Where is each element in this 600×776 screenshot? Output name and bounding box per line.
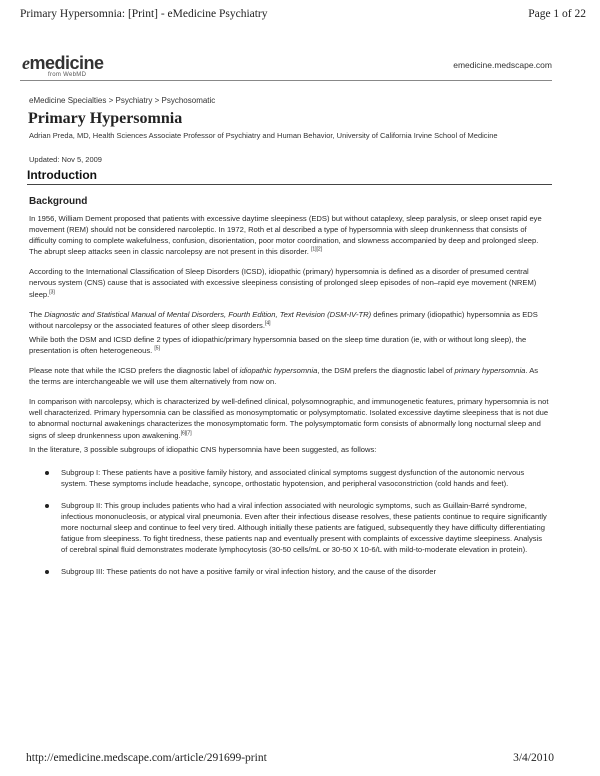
subsection-heading-background: Background (29, 196, 88, 207)
paragraph-3-pre: The (29, 309, 45, 319)
subgroup-list (29, 467, 549, 578)
list-item: Subgroup II: This group includes patients who had a viral infection associated with neurologic symptoms, such as Guillain-Barré syndrome, infectious mononucleosis, or atypical viral pneumonia. Even after their infectious disease resolves, these patients continue to require significantly more nocturnal sleep and continue to feel very tired. Although initially these patients are fatigued, subsequently they have difficulty differentiating fatigue from sleepiness. To fight tiredness, these patients nap and eventually present with complaints of excessive daytime sleepiness. Analysis of cerebral spinal fluid demonstrates moderate lymphocytosis (30-50 cells/mL or 30-50 X 10-6/L with mild-to-moderate elevation in protein). (51, 500, 549, 555)
paragraph-1 (29, 213, 549, 257)
banner-divider (20, 80, 552, 81)
paragraph-2 (29, 266, 549, 299)
logo-medicine-word: medicine (29, 53, 104, 73)
author-line: Adrian Preda, MD, Health Sciences Associate Professor of Psychiatry and Human Behavior, University of California Irvine School of Medicine (29, 131, 498, 140)
term-idiopathic-hypersomnia: idiopathic hypersomnia (239, 366, 318, 376)
list-item: Subgroup I: These patients have a positive family history, and associated clinical symptoms suggest dysfunction of the autonomic nervous system. These symptoms include headache, syncope, orthostatic hypotension, and peripheral vasoconstriction (cold hands and feet). (51, 467, 549, 489)
citation-5[interactable]: [5] (154, 345, 160, 352)
citation-4[interactable]: [4] (264, 320, 271, 327)
emedicine-logo[interactable] (22, 53, 104, 74)
footer-date: 3/4/2010 (513, 752, 554, 764)
site-url[interactable]: emedicine.medscape.com (453, 60, 552, 70)
paragraph-3 (29, 309, 549, 331)
paragraph-3-post: defines primary (idiopathic) hypersomnia as EDS without narcolepsy or the associated features of other sleep disorders. (29, 309, 538, 330)
article-body (29, 213, 549, 588)
list-item: Subgroup III: These patients do not have a positive family or viral infection history, and the cause of the disorder (51, 566, 549, 577)
page-number: Page 1 of 22 (528, 8, 586, 20)
print-header-title: Primary Hypersomnia: [Print] - eMedicine Psychiatry (20, 8, 268, 20)
section-divider (27, 184, 552, 185)
updated-date: Updated: Nov 5, 2009 (29, 155, 102, 164)
citation-7[interactable]: [7] (186, 429, 192, 436)
citation-1[interactable]: [1] (310, 246, 317, 253)
paragraph-4-text: While both the DSM and ICSD define 2 types of idiopathic/primary hypersomnia based on the sleep time duration (ie, with or without long sleep), the presentation is often heterogeneous. (29, 334, 527, 355)
citation-2[interactable]: [2] (316, 246, 323, 253)
breadcrumb[interactable]: eMedicine Specialties > Psychiatry > Psychosomatic (29, 96, 216, 105)
site-banner (22, 50, 552, 82)
paragraph-5-pre: Please note that while the ICSD prefers the diagnostic label of (29, 366, 240, 376)
term-primary-hypersomnia: primary hypersomnia (454, 366, 526, 376)
citation-3[interactable]: [3] (49, 289, 55, 296)
logo-e-letter: e (22, 53, 30, 73)
print-header (20, 8, 586, 20)
paragraph-5 (29, 365, 549, 387)
page-title: Primary Hypersomnia (28, 110, 183, 127)
print-footer (26, 752, 554, 764)
footer-url[interactable]: http://emedicine.medscape.com/article/291699-print (26, 752, 267, 764)
paragraph-4 (29, 334, 549, 356)
paragraph-1-text: In 1956, William Dement proposed that patients with excessive daytime sleepiness (EDS) but without cataplexy, sleep paralysis, or sleep onset rapid eye movement (REM) should not be considered narcoleptic. In 1972, Roth et al described a type of hypersomnia with sleep drunkenness that consists of difficulty coming to complete wakefulness, confusion, disorientation, poor motor coordination, and slowness accompanied by deep and prolonged sleep. The abrupt sleep attacks seen in classic narcolepsy are not present in this disorder. (29, 214, 542, 257)
paragraph-6-text: In comparison with narcolepsy, which is characterized by well-defined clinical, polysomnographic, and immunogenetic features, primary hypersomnia is not well characterized. Primary hypersomnia can be classified as monosymptomatic or polysymptomatic. Isolated excessive daytime sleepiness that is not due to abnormal nocturnal awakenings characterizes the monosymptomatic form. The polysymptomatic form consists of abnormally long nocturnal sleep and signs of sleep drunkenness upon awakening. (29, 397, 549, 440)
paragraph-2-text: According to the International Classification of Sleep Disorders (ICSD), idiopathic (primary) hypersomnia is defined as a disorder of presumed central nervous system (CNS) cause that is associated with excessive sleepiness consisting of prolonged sleep episodes of non–rapid eye movement (NREM) sleep. (29, 267, 537, 299)
section-heading-introduction: Introduction (27, 168, 97, 182)
paragraph-5-post: . As the terms are interchangeable we will use them alternatively from now on. (29, 366, 539, 387)
logo-tagline: from WebMD (48, 72, 87, 78)
citation-6[interactable]: [6] (180, 429, 187, 436)
paragraph-5-mid: , the DSM prefers the diagnostic label of (317, 366, 455, 376)
dsm-title: Diagnostic and Statistical Manual of Mental Disorders, Fourth Edition, Text Revision (DSM-IV-TR) (44, 309, 372, 319)
paragraph-7: In the literature, 3 possible subgroups of idiopathic CNS hypersomnia have been suggested, as follows: (29, 444, 377, 454)
paragraph-6 (29, 396, 549, 440)
